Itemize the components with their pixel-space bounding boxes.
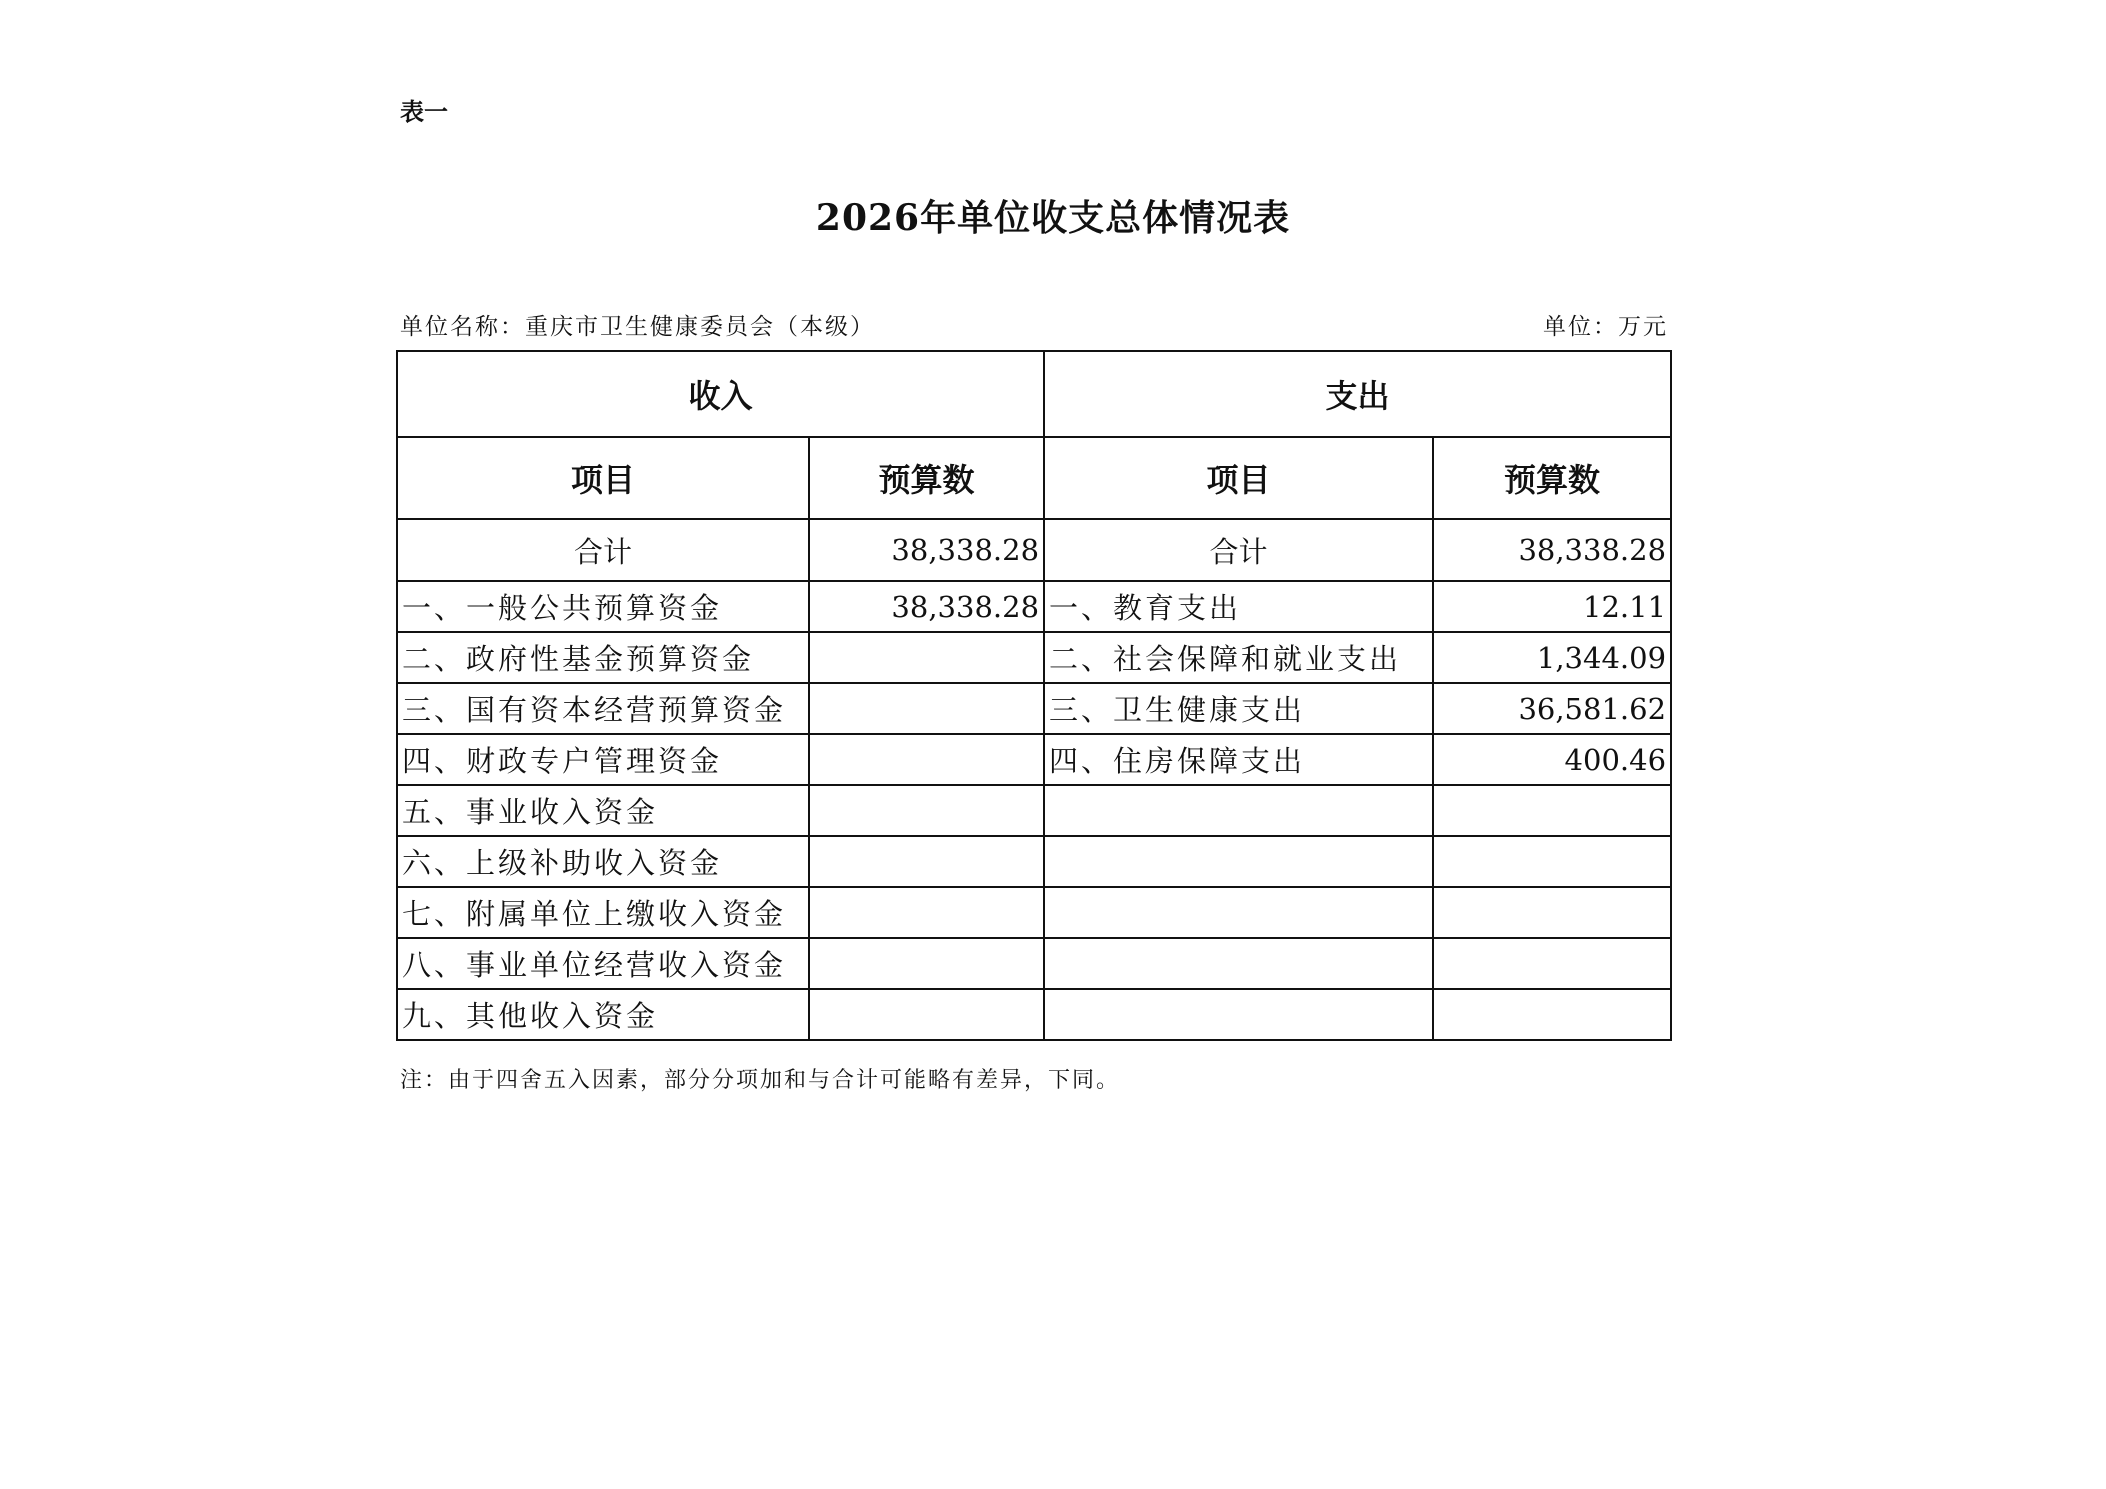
income-value bbox=[809, 887, 1044, 938]
income-total-value: 38,338.28 bbox=[809, 519, 1044, 581]
income-item: 二、政府性基金预算资金 bbox=[397, 632, 809, 683]
table-label: 表一 bbox=[400, 98, 448, 126]
income-total-label: 合计 bbox=[397, 519, 809, 581]
currency-unit: 单位：万元 bbox=[1543, 314, 1668, 340]
expense-item-header: 项目 bbox=[1044, 437, 1433, 519]
income-item: 一、一般公共预算资金 bbox=[397, 581, 809, 632]
income-value bbox=[809, 632, 1044, 683]
table-row bbox=[397, 989, 1671, 1040]
expense-value bbox=[1433, 887, 1671, 938]
expense-value bbox=[1433, 938, 1671, 989]
table-row bbox=[397, 785, 1671, 836]
table-row bbox=[397, 632, 1671, 683]
income-value bbox=[809, 836, 1044, 887]
income-value bbox=[809, 785, 1044, 836]
page-title: 2026年单位收支总体情况表 bbox=[815, 197, 1291, 239]
expense-value bbox=[1433, 785, 1671, 836]
income-value bbox=[809, 683, 1044, 734]
expense-item bbox=[1044, 785, 1433, 836]
expense-total-value: 38,338.28 bbox=[1433, 519, 1671, 581]
income-item: 四、财政专户管理资金 bbox=[397, 734, 809, 785]
expense-item bbox=[1044, 836, 1433, 887]
expense-item: 三、卫生健康支出 bbox=[1044, 683, 1433, 734]
income-item: 八、事业单位经营收入资金 bbox=[397, 938, 809, 989]
expense-item: 四、住房保障支出 bbox=[1044, 734, 1433, 785]
expense-value bbox=[1433, 836, 1671, 887]
income-value bbox=[809, 989, 1044, 1040]
expense-total-label: 合计 bbox=[1044, 519, 1433, 581]
total-row bbox=[397, 519, 1671, 581]
footnote: 注：由于四舍五入因素，部分分项加和与合计可能略有差异，下同。 bbox=[400, 1068, 1121, 1093]
expense-value: 1,344.09 bbox=[1433, 632, 1671, 683]
budget-table bbox=[396, 350, 1672, 1041]
income-caption: 收入 bbox=[397, 351, 1044, 437]
table-row bbox=[397, 836, 1671, 887]
table-row bbox=[397, 683, 1671, 734]
income-item: 三、国有资本经营预算资金 bbox=[397, 683, 809, 734]
expense-item bbox=[1044, 938, 1433, 989]
table-row bbox=[397, 938, 1671, 989]
expense-value: 12.11 bbox=[1433, 581, 1671, 632]
income-item-header: 项目 bbox=[397, 437, 809, 519]
income-value bbox=[809, 938, 1044, 989]
income-item: 九、其他收入资金 bbox=[397, 989, 809, 1040]
income-value bbox=[809, 734, 1044, 785]
income-budget-header: 预算数 bbox=[809, 437, 1044, 519]
expense-value: 36,581.62 bbox=[1433, 683, 1671, 734]
expense-item: 一、教育支出 bbox=[1044, 581, 1433, 632]
expense-item: 二、社会保障和就业支出 bbox=[1044, 632, 1433, 683]
income-item: 七、附属单位上缴收入资金 bbox=[397, 887, 809, 938]
expense-value bbox=[1433, 989, 1671, 1040]
expense-item bbox=[1044, 887, 1433, 938]
expense-item bbox=[1044, 989, 1433, 1040]
expense-caption: 支出 bbox=[1044, 351, 1671, 437]
table-row bbox=[397, 887, 1671, 938]
income-item: 五、事业收入资金 bbox=[397, 785, 809, 836]
header-row bbox=[397, 437, 1671, 519]
expense-value: 400.46 bbox=[1433, 734, 1671, 785]
income-item: 六、上级补助收入资金 bbox=[397, 836, 809, 887]
expense-budget-header: 预算数 bbox=[1433, 437, 1671, 519]
caption-row bbox=[397, 351, 1671, 437]
unit-name: 单位名称：重庆市卫生健康委员会（本级） bbox=[400, 314, 875, 340]
income-value: 38,338.28 bbox=[809, 581, 1044, 632]
table-row bbox=[397, 581, 1671, 632]
table-row bbox=[397, 734, 1671, 785]
